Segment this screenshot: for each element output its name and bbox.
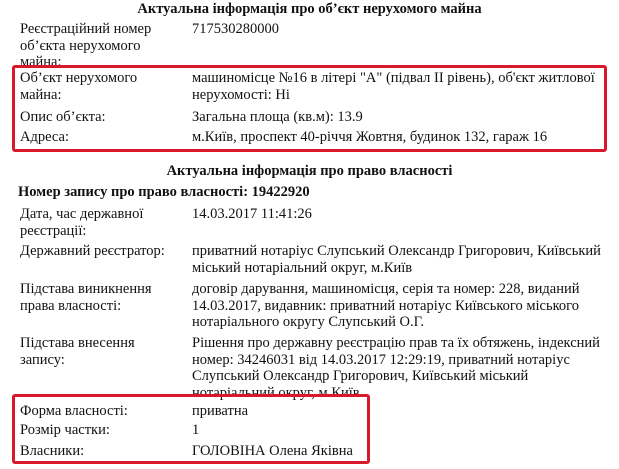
label-registration-number: Реєстраційний номер об’єкта нерухомого майна: [20,21,152,70]
value-registration-number: 717530280000 [192,21,279,37]
label-ownership-form: Форма власності: [20,403,128,419]
value-state-registrar: приватний нотаріус Слупський Олександр Григорович, Київський міський нотаріальний округ, м.Київ [192,243,601,276]
ownership-record-heading: Номер запису про право власності: 19422920 [18,184,310,200]
label-address: Адреса: [20,129,69,145]
label-object-description: Опис об’єкта: [20,109,106,125]
value-address: м.Київ, проспект 40-річчя Жовтня, будинок 132, гараж 16 [192,129,548,145]
label-property-object: Об’єкт нерухомого майна: [20,70,138,103]
value-ownership-form: приватна [192,403,249,419]
value-entry-basis: Рішення про державну реєстрацію прав та їх обтяжень, індексний номер: 34246031 від 14.03.2017 12:29:19, приватний нотаріус Слупський Олександр Григорович, Київський міський нотаріальний округ, м.Київ [192,335,600,401]
label-ownership-basis: Підстава виникнення права власності: [20,281,152,314]
label-owners: Власники: [20,443,85,459]
value-owners: ГОЛОВІНА Олена Яківна [192,443,353,459]
value-ownership-basis: договір дарування, машиномісця, серія та номер: 228, виданий 14.03.2017, видавник: приватний нотаріус Київського міського нотаріального округу Слупський О.Г. [192,281,580,330]
ownership-section-title: Актуальна інформація про право власності [166,163,453,179]
value-object-description: Загальна площа (кв.м): 13.9 [192,109,363,125]
value-share-size: 1 [192,422,200,438]
value-property-object: машиномісце №16 в літері "А" (підвал ІІ рівень), об'єкт житлової нерухомості: Ні [192,70,595,103]
label-registration-date: Дата, час державної реєстрації: [20,206,144,239]
property-section-title: Актуальна інформація про об’єкт нерухомого майна [137,1,482,17]
value-registration-date: 14.03.2017 11:41:26 [192,206,312,222]
label-entry-basis: Підстава внесення запису: [20,335,135,368]
label-share-size: Розмір частки: [20,422,110,438]
label-state-registrar: Державний реєстратор: [20,243,165,259]
